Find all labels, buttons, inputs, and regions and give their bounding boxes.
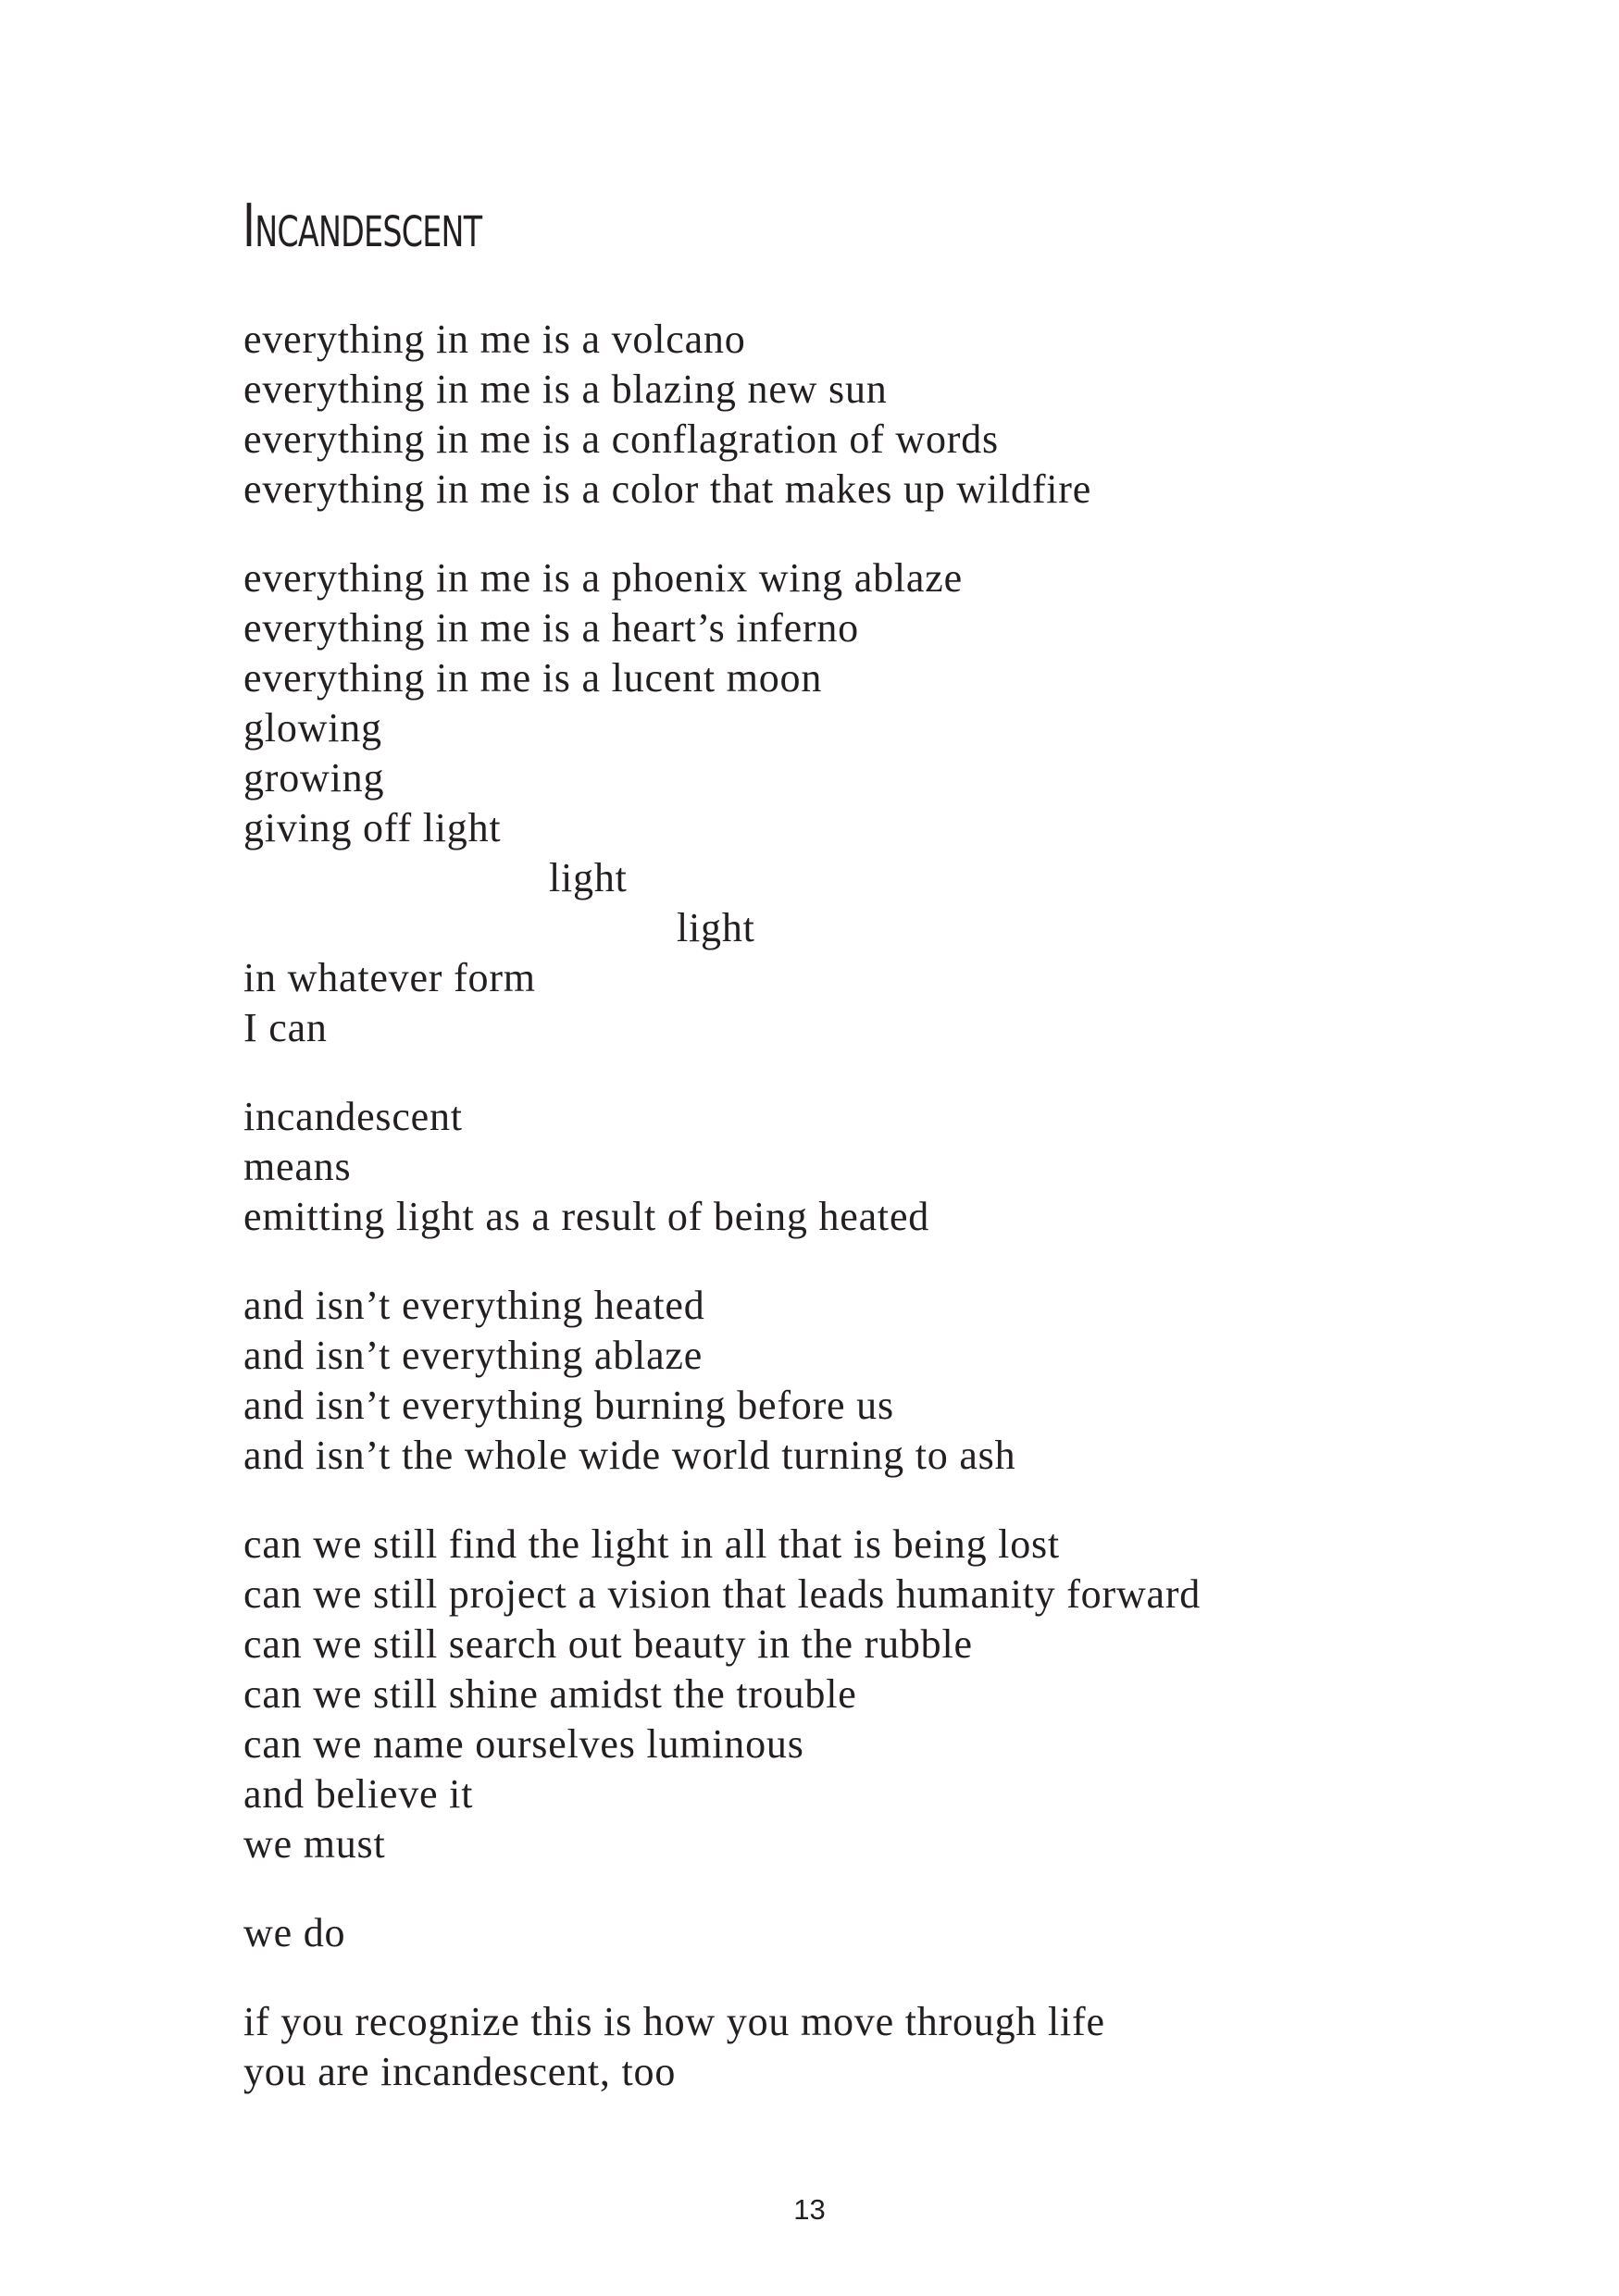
stanza-5 (243, 1520, 1465, 1869)
poem-line: and isn’t everything heated (243, 1283, 705, 1328)
poem-line: incandescent (243, 1094, 463, 1139)
poem-line: growing (243, 755, 385, 800)
stanza-3 (243, 1092, 1465, 1242)
poem-line: you are incandescent, too (243, 2049, 677, 2094)
page-number: 13 (793, 2193, 826, 2226)
poem-line: and isn’t everything burning before us (243, 1383, 894, 1428)
poem-line: can we still shine amidst the trouble (243, 1671, 857, 1717)
poem-line: can we still find the light in all that is being lost (243, 1521, 1060, 1567)
poem-line: glowing (243, 705, 382, 751)
poem-line: emitting light as a result of being heated (243, 1194, 930, 1239)
poem-line: I can (243, 1005, 328, 1050)
poem-line: everything in me is a phoenix wing ablaze (243, 555, 963, 601)
poem-line: we must (243, 1821, 386, 1867)
stanza-1 (243, 315, 1465, 515)
poem-line: and isn’t everything ablaze (243, 1333, 704, 1378)
poem-line: can we still search out beauty in the rubble (243, 1621, 973, 1667)
poem-line: everything in me is a blazing new sun (243, 366, 888, 412)
stanza-7 (243, 1997, 1465, 2097)
poem-line: everything in me is a conflagration of words (243, 416, 999, 462)
poem-line: and believe it (243, 1771, 474, 1817)
poem-line: everything in me is a lucent moon (243, 655, 823, 701)
poem-body (243, 315, 1465, 2136)
poem-line: giving off light (243, 805, 502, 850)
stanza-2 (243, 553, 1465, 1053)
stanza-4 (243, 1281, 1465, 1481)
poem-line: in whatever form (243, 955, 536, 1000)
poem-line: everything in me is a heart’s inferno (243, 605, 859, 651)
poem-line: means (243, 1144, 352, 1189)
poem-line: everything in me is a volcano (243, 316, 746, 362)
stanza-6 (243, 1908, 1465, 1958)
poem-line-indented: light (677, 905, 755, 950)
poem-line: everything in me is a color that makes up wildfire (243, 466, 1092, 512)
poem-line: if you recognize this is how you move through life (243, 1999, 1105, 2044)
poem-line: can we still project a vision that leads humanity forward (243, 1571, 1202, 1617)
poem-line: we do (243, 1910, 346, 1955)
poem-title: Incandescent (243, 192, 482, 261)
poem-line-indented: light (549, 855, 628, 900)
poem-line: and isn’t the whole wide world turning to ash (243, 1433, 1016, 1478)
poem-line: can we name ourselves luminous (243, 1721, 804, 1767)
